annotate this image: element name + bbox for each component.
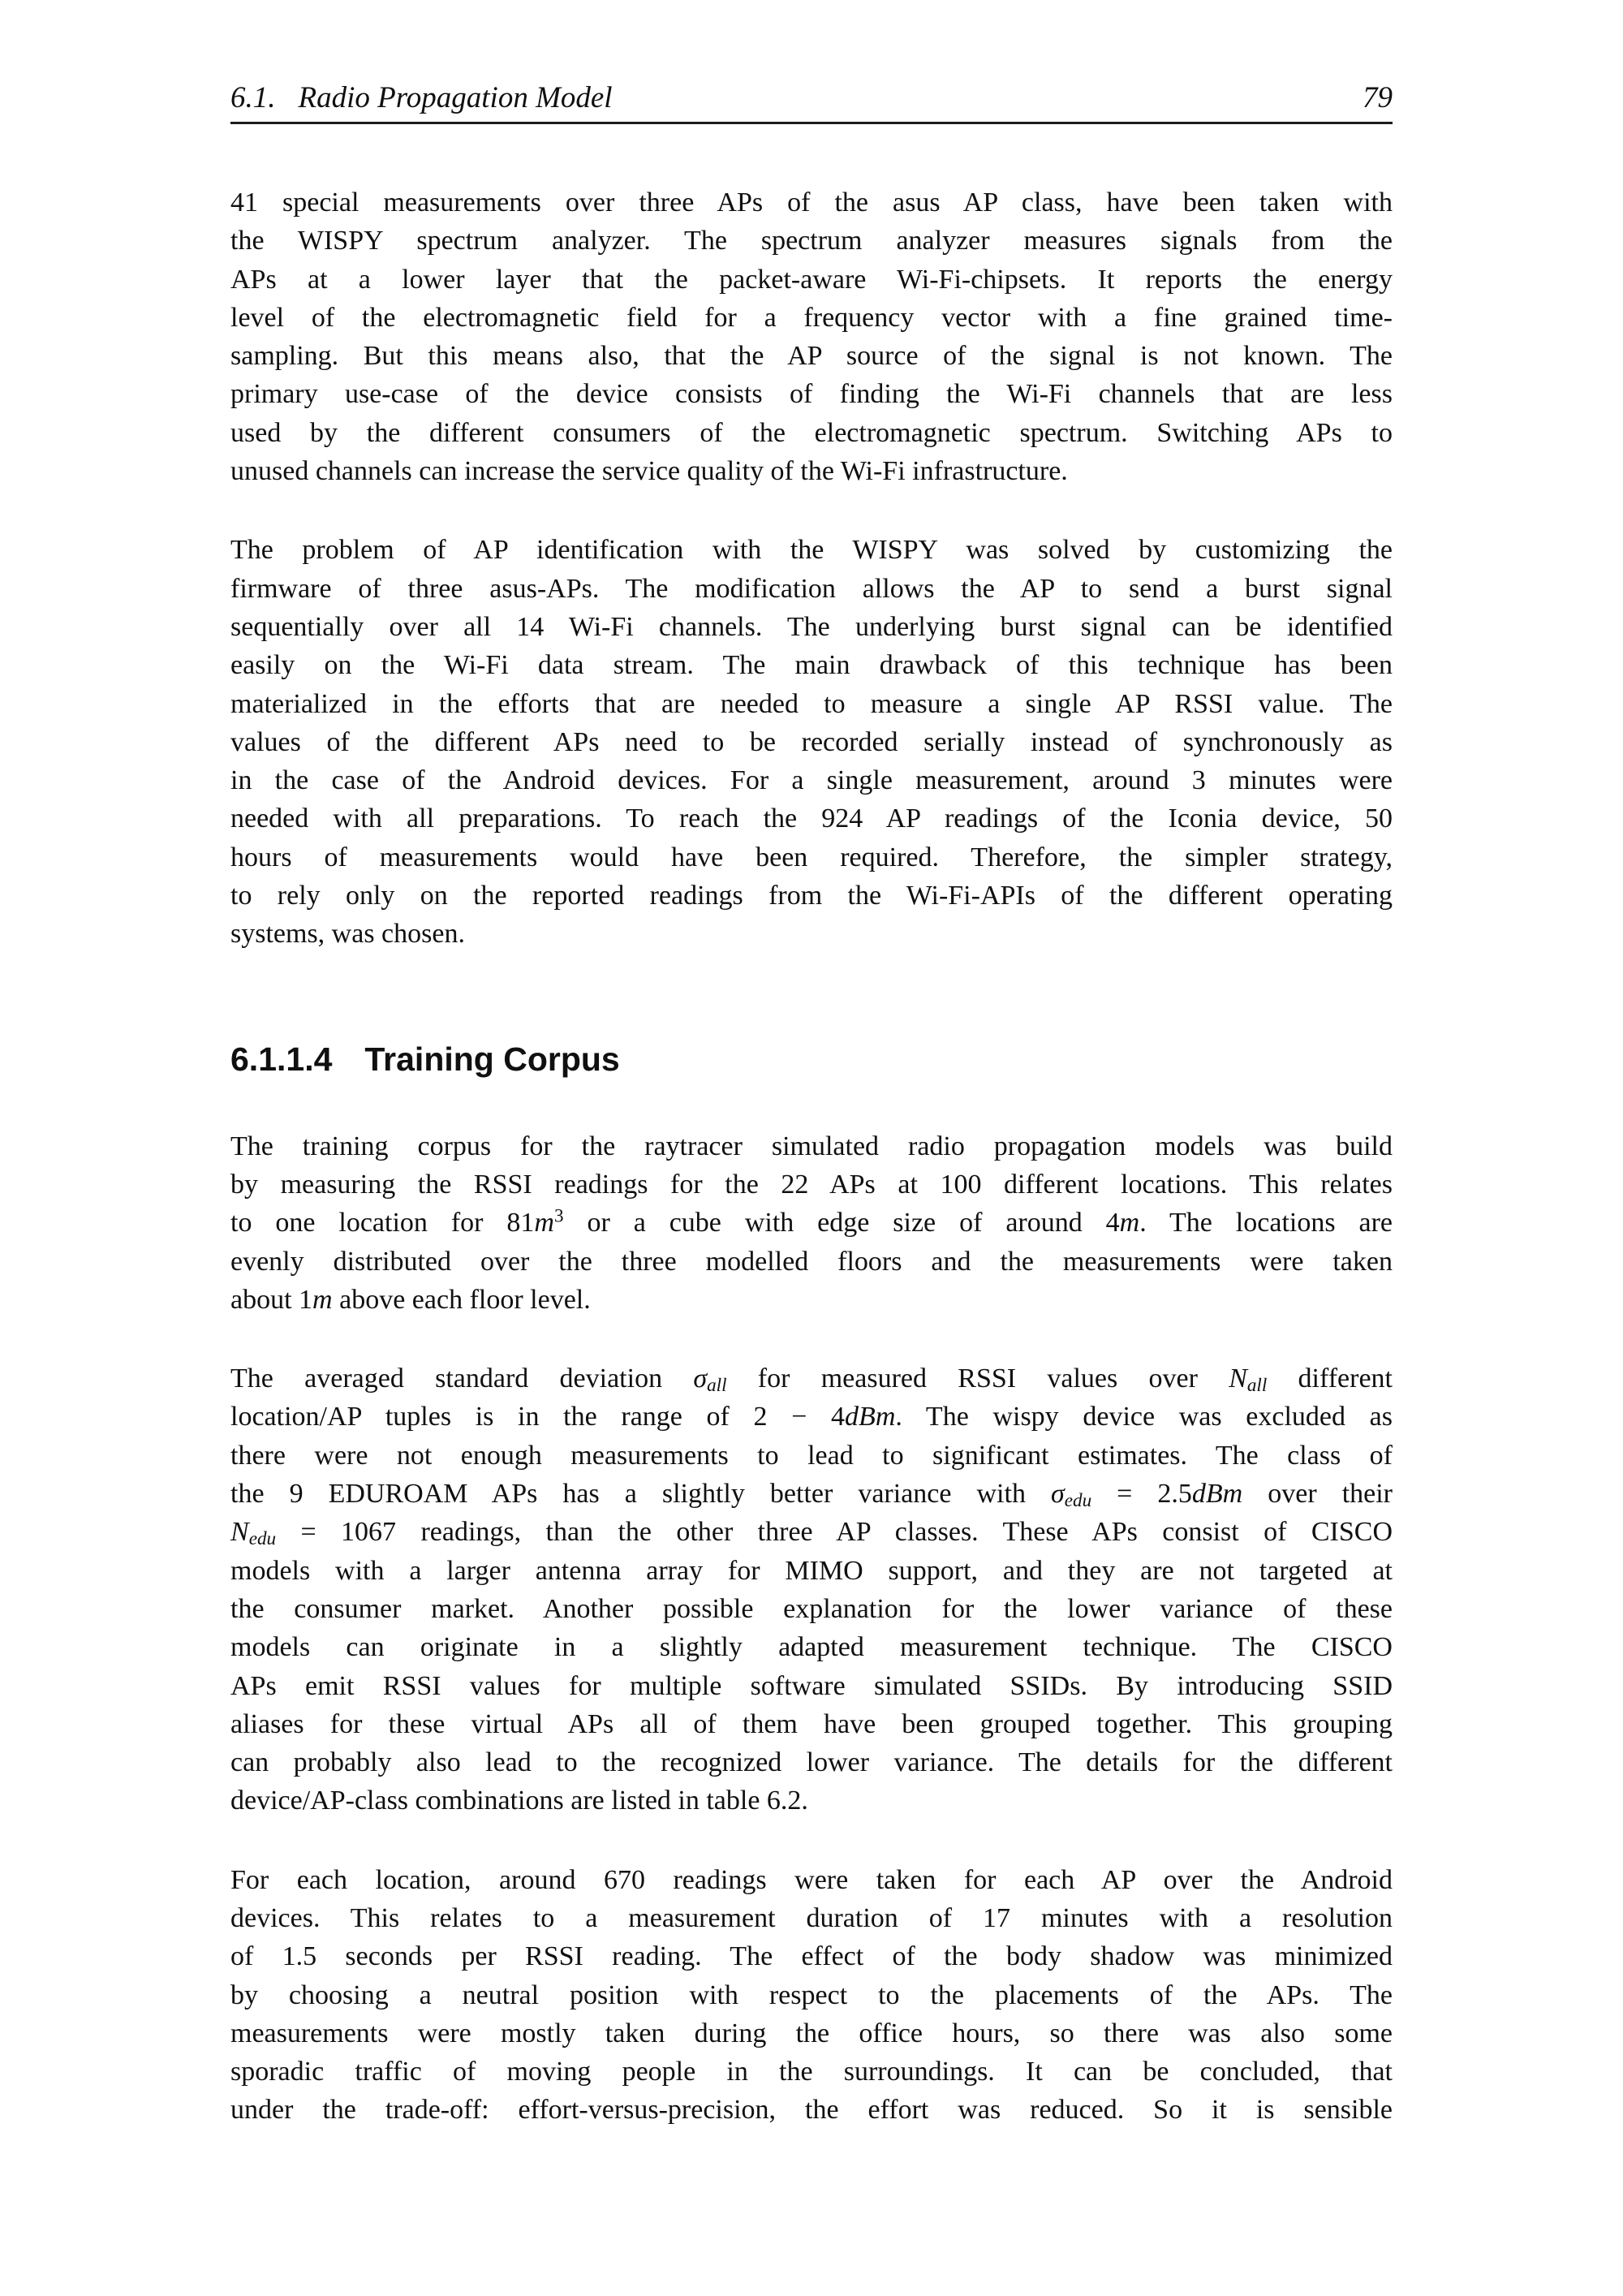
text-line: The averaged standard deviation $\sigma_{all}$ for measured RSSI values over $N_{all}$ different — [230, 1363, 1393, 1397]
text-line: location/AP tuples is in the range of 2 − 4dBm. The wispy device was excluded as — [230, 1402, 1393, 1432]
text-line: sampling. But this means also, that the AP source of the signal is not known. The — [230, 341, 1393, 372]
section-heading-number: 6.1.1.4 — [230, 1040, 333, 1078]
text-line: the WISPY spectrum analyzer. The spectrum analyzer measures signals from the — [230, 226, 1393, 256]
header-rule — [230, 122, 1393, 124]
text-line: models with a larger antenna array for MIMO support, and they are not targeted at — [230, 1555, 1393, 1586]
text-line: device/AP-class combinations are listed in table 6.2. — [230, 1786, 808, 1816]
text-line: firmware of three asus-APs. The modification allows the AP to send a burst signal — [230, 573, 1393, 604]
text-line: models can originate in a slightly adapted measurement technique. The CISCO — [230, 1632, 1393, 1663]
paragraph — [230, 1127, 1393, 1319]
page-header — [230, 81, 1393, 115]
page-number: 79 — [1363, 81, 1393, 114]
text-line: APs emit RSSI values for multiple software simulated SSIDs. By introducing SSID — [230, 1670, 1393, 1701]
paragraph — [230, 1359, 1393, 1820]
text-line: to rely only on the reported readings from the Wi-Fi-APIs of the different operating — [230, 881, 1393, 911]
text-line: measurements were mostly taken during the office hours, so there was also some — [230, 2018, 1393, 2048]
text-line: devices. This relates to a measurement duration of 17 minutes with a resolution — [230, 1902, 1393, 1933]
text-line: by choosing a neutral position with respect to the placements of the APs. The — [230, 1979, 1393, 2010]
text-line: of 1.5 seconds per RSSI reading. The effect of the body shadow was minimized — [230, 1941, 1393, 1972]
text-line: materialized in the efforts that are needed to measure a single AP RSSI value. The — [230, 688, 1393, 719]
text-line: evenly distributed over the three modelled floors and the measurements were taken — [230, 1246, 1393, 1277]
text-line: needed with all preparations. To reach the 924 AP readings of the Iconia device, 50 — [230, 803, 1393, 834]
text-line: about 1m above each floor level. — [230, 1284, 591, 1315]
text-line: the 9 EDUROAM APs has a slightly better variance with $\sigma_{edu} = 2.5dBm$ over their — [230, 1479, 1393, 1512]
text-line: The problem of AP identification with the WISPY was solved by customizing the — [230, 535, 1393, 566]
text-line: values of the different APs need to be recorded serially instead of synchronously as — [230, 726, 1393, 757]
section-heading — [230, 1040, 1393, 1079]
text-line: the consumer market. Another possible explanation for the lower variance of these — [230, 1593, 1393, 1624]
section-title: Radio Propagation Model — [298, 81, 613, 114]
text-line: to one location for $81m^3$ or a cube with edge size of around 4m. The locations are — [230, 1205, 1393, 1238]
text-line: there were not enough measurements to lead to significant estimates. The class of — [230, 1440, 1393, 1471]
text-line: sequentially over all 14 Wi-Fi channels. The underlying burst signal can be identified — [230, 611, 1393, 642]
paragraph — [230, 531, 1393, 953]
text-line: APs at a lower layer that the packet-aware Wi-Fi-chipsets. It reports the energy — [230, 264, 1393, 295]
text-line: used by the different consumers of the electromagnetic spectrum. Switching APs to — [230, 417, 1393, 448]
text-line: For each location, around 670 readings were taken for each AP over the Android — [230, 1864, 1393, 1895]
text-line: sporadic traffic of moving people in the surroundings. It can be concluded, that — [230, 2057, 1393, 2087]
text-line: 41 special measurements over three APs of the asus AP class, have been taken with — [230, 187, 1393, 218]
section-number: 6.1. — [230, 81, 276, 114]
text-line: easily on the Wi-Fi data stream. The main drawback of this technique has been — [230, 650, 1393, 681]
text-line: hours of measurements would have been required. Therefore, the simpler strategy, — [230, 842, 1393, 872]
section-heading-title: Training Corpus — [364, 1040, 620, 1078]
text-line: under the trade-off: effort-versus-precision, the effort was reduced. So it is sensible — [230, 2095, 1393, 2126]
paragraph — [230, 183, 1393, 490]
text-line: unused channels can increase the service quality of the Wi-Fi infrastructure. — [230, 456, 1068, 487]
page-content — [230, 183, 1393, 2130]
text-line: in the case of the Android devices. For a single measurement, around 3 minutes were — [230, 765, 1393, 796]
paragraph — [230, 1861, 1393, 2130]
text-line: primary use-case of the device consists of finding the Wi-Fi channels that are less — [230, 379, 1393, 410]
text-line: by measuring the RSSI readings for the 22 APs at 100 different locations. This relates — [230, 1169, 1393, 1200]
text-line: aliases for these virtual APs all of them have been grouped together. This grouping — [230, 1708, 1393, 1739]
running-section-title — [230, 81, 613, 115]
text-line: systems, was chosen. — [230, 919, 465, 950]
text-line: level of the electromagnetic field for a frequency vector with a fine grained time- — [230, 302, 1393, 333]
text-line: The training corpus for the raytracer simulated radio propagation models was build — [230, 1131, 1393, 1161]
text-line: can probably also lead to the recognized lower variance. The details for the different — [230, 1747, 1393, 1778]
text-line: $N_{edu} = 1067$ readings, than the other three AP classes. These APs consist of CISCO — [230, 1517, 1393, 1550]
